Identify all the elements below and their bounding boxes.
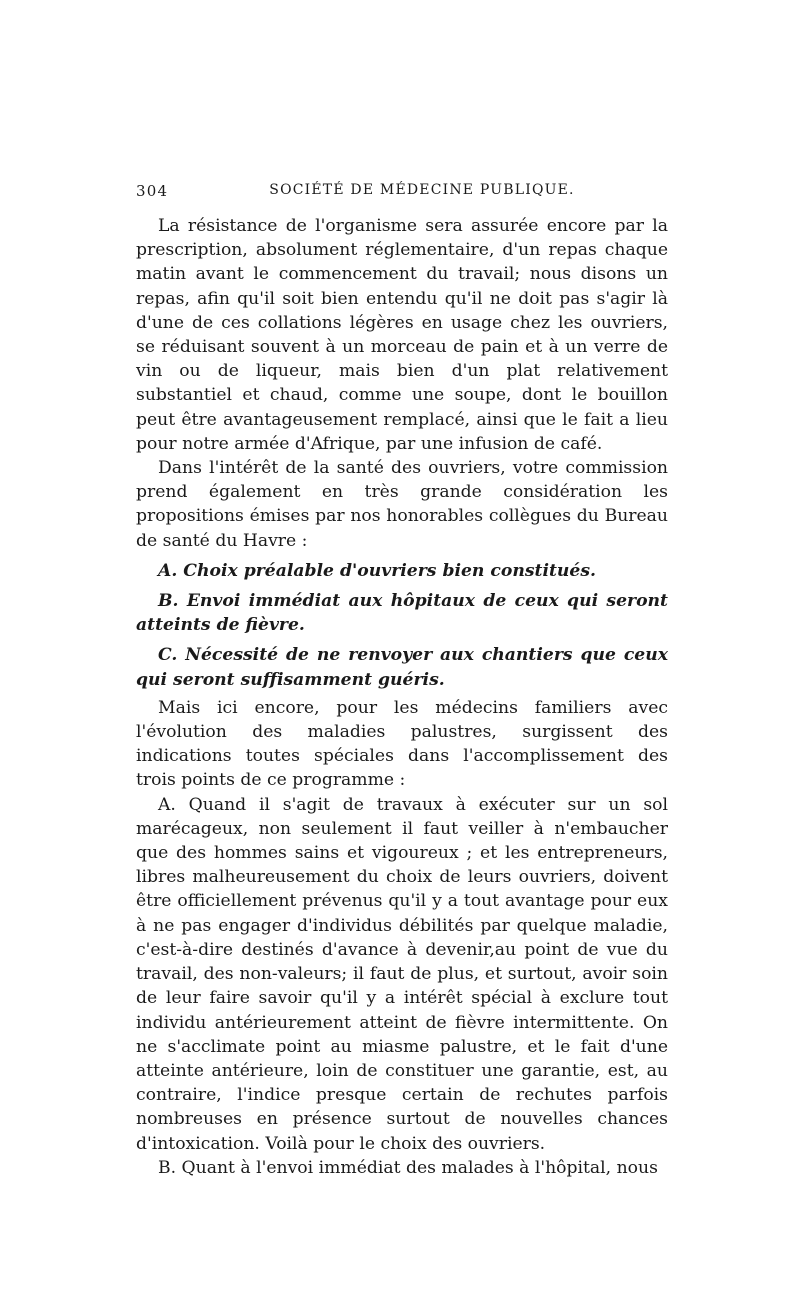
paragraph-commission: Dans l'intérêt de la santé des ouvriers, votre commission prend également en très grande considération les propositions émises par nos honorables collègues du Bureau de santé du Havre : bbox=[136, 458, 668, 551]
proposition-c: C. Nécessité de ne renvoyer aux chantiers que ceux qui seront suffisamment guéris. bbox=[136, 645, 668, 690]
paragraph-resistance: La résistance de l'organisme sera assurée encore par la prescription, absolument réglementaire, d'un repas chaque matin avant le commencement du travail; nous disons un repas, afin qu'il soit bien entendu qu'il ne doit pas s'agir là d'une de ces collations légères en usage chez les ouvriers, se réduisant souvent à un morceau de pain et à un verre de vin ou de liqueur, mais bien d'un plat relativement substantiel et chaud, comme une soupe, dont le bouillon peut être avantageusement remplacé, ainsi que le fait a lieu pour notre armée d'Afrique, par une infusion de café. bbox=[136, 216, 668, 454]
proposition-a: A. Choix préalable d'ouvriers bien constitués. bbox=[158, 560, 597, 581]
proposition-b: B. Envoi immédiat aux hôpitaux de ceux qui seront atteints de fièvre. bbox=[136, 591, 668, 636]
paragraph-point-b: B. Quant à l'envoi immédiat des malades à l'hôpital, nous bbox=[158, 1157, 658, 1178]
paragraph-indications: Mais ici encore, pour les médecins familiers avec l'évolution des maladies palustres, surgissent des indications toutes spéciales dans l'accomplissement des trois points de ce programme : bbox=[136, 697, 668, 791]
running-head bbox=[136, 182, 668, 208]
paragraph-point-a: A. Quand il s'agit de travaux à exécuter sur un sol marécageux, non seulement il faut veiller à n'embaucher que des hommes sains et vigoureux ; et les entrepreneurs, libres malheureusement du choix de leurs ouvriers, doivent être officiellement prévenus qu'il y a tout avantage pour eux à ne pas engager d'individus débilités par quelque maladie, c'est-à-dire destinés d'avance à devenir,au point de vue du travail, des non-valeurs; il faut de plus, et surtout, avoir soin de leur faire savoir qu'il y a intérêt spécial à exclure tout individu antérieurement atteint de fièvre intermittente. On ne s'acclimate point au miasme palustre, et le fait d'une atteinte antérieure, loin de constituer une garantie, est, au contraire, l'indice presque certain de rechutes parfois nombreuses en présence surtout de nouvelles chances d'intoxication. Voilà pour le choix des ouvriers. bbox=[136, 794, 668, 1154]
page-number: 304 bbox=[136, 182, 169, 200]
running-title: SOCIÉTÉ DE MÉDECINE PUBLIQUE. bbox=[269, 182, 575, 198]
book-page bbox=[136, 182, 668, 1180]
